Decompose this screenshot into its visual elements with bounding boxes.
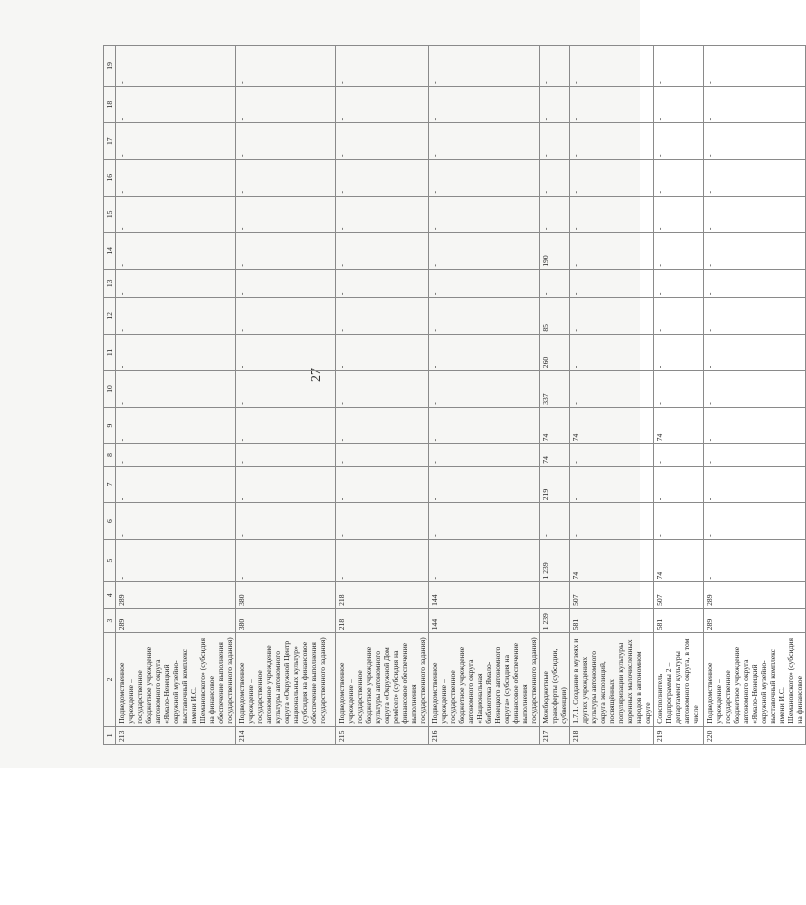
value-cell-13: - <box>429 269 540 297</box>
value-cell-10: 337 <box>540 371 570 408</box>
value-cell-17: - <box>116 123 236 160</box>
column-header-13: 13 <box>104 269 116 297</box>
value-cell-19: - <box>704 46 806 87</box>
row-number-cell: 216 <box>429 726 540 744</box>
table-row <box>236 46 336 745</box>
table-row <box>116 46 236 745</box>
value-cell-5: - <box>429 539 540 582</box>
column-header-7: 7 <box>104 466 116 503</box>
value-cell-6: - <box>570 503 654 540</box>
table-row <box>540 46 570 745</box>
column-header-17: 17 <box>104 123 116 160</box>
value-cell-17: - <box>704 123 806 160</box>
value-cell-17: - <box>236 123 336 160</box>
column-header-16: 16 <box>104 159 116 196</box>
row-name-cell: Соисполнитель Подпрограммы 2 – департамент культуры автономного округа, в том числе <box>654 633 704 726</box>
value-cell-9: - <box>336 407 429 444</box>
value-cell-6: - <box>704 503 806 540</box>
value-cell-7: - <box>336 466 429 503</box>
value-cell-10: - <box>704 371 806 408</box>
column-header-5: 5 <box>104 539 116 582</box>
value-cell-14: - <box>116 233 236 270</box>
value-cell-5: 74 <box>654 539 704 582</box>
column-header-3: 3 <box>104 608 116 632</box>
value-cell-19: - <box>570 46 654 87</box>
value-cell-4: 507 <box>570 582 654 608</box>
value-cell-10: - <box>116 371 236 408</box>
value-cell-8: - <box>116 444 236 466</box>
value-cell-4: 144 <box>429 582 540 608</box>
value-cell-15: - <box>116 196 236 233</box>
value-cell-6: - <box>654 503 704 540</box>
value-cell-8: - <box>570 444 654 466</box>
value-cell-10: - <box>336 371 429 408</box>
value-cell-3: 218 <box>336 608 429 632</box>
row-number-cell: 213 <box>116 726 236 744</box>
value-cell-9: - <box>429 407 540 444</box>
row-name-cell: Подведомственное учреждение – государственное бюджетное учреждение автономного округа «Ямало-Ненецкий окружной музейно-выставочный комплекс имени И.С. Шемановского» (субсидия на финансовое <box>704 633 806 726</box>
value-cell-6: - <box>236 503 336 540</box>
table-row <box>570 46 654 745</box>
value-cell-15: - <box>540 196 570 233</box>
value-cell-17: - <box>429 123 540 160</box>
column-header-8: 8 <box>104 444 116 466</box>
value-cell-7: 219 <box>540 466 570 503</box>
value-cell-4: 507 <box>654 582 704 608</box>
row-number-cell: 214 <box>236 726 336 744</box>
value-cell-13: - <box>116 269 236 297</box>
value-cell-15: - <box>336 196 429 233</box>
value-cell-11: - <box>429 334 540 371</box>
value-cell-16: - <box>116 159 236 196</box>
value-cell-12: - <box>236 298 336 335</box>
value-cell-6: - <box>116 503 236 540</box>
value-cell-19: - <box>654 46 704 87</box>
value-cell-18: - <box>336 86 429 123</box>
value-cell-14: - <box>336 233 429 270</box>
value-cell-17: - <box>570 123 654 160</box>
budget-table <box>103 45 806 745</box>
value-cell-11: - <box>336 334 429 371</box>
value-cell-7: - <box>570 466 654 503</box>
value-cell-13: - <box>336 269 429 297</box>
value-cell-5: 1 239 <box>540 539 570 582</box>
value-cell-9: - <box>236 407 336 444</box>
value-cell-17: - <box>336 123 429 160</box>
value-cell-15: - <box>654 196 704 233</box>
value-cell-3: 289 <box>116 608 236 632</box>
value-cell-8: - <box>704 444 806 466</box>
value-cell-14: 190 <box>540 233 570 270</box>
value-cell-18: - <box>570 86 654 123</box>
value-cell-3: 1 239 <box>540 608 570 632</box>
value-cell-16: - <box>336 159 429 196</box>
header-row <box>104 46 116 745</box>
table-row <box>336 46 429 745</box>
row-number-cell: 220 <box>704 726 806 744</box>
value-cell-13: - <box>654 269 704 297</box>
value-cell-11: 260 <box>540 334 570 371</box>
value-cell-9: - <box>704 407 806 444</box>
value-cell-8: - <box>654 444 704 466</box>
value-cell-9: - <box>116 407 236 444</box>
value-cell-11: - <box>704 334 806 371</box>
value-cell-3: 380 <box>236 608 336 632</box>
column-header-10: 10 <box>104 371 116 408</box>
value-cell-4 <box>540 582 570 608</box>
row-name-cell: Подведомственное учреждение – государственное бюджетное учреждение культуры автономного округа «Окружной Дом ремёсел» (субсидия на финансовое обеспечение выполнения государственного задания) <box>336 633 429 726</box>
value-cell-17: - <box>540 123 570 160</box>
table-row <box>654 46 704 745</box>
value-cell-6: - <box>336 503 429 540</box>
value-cell-19: - <box>236 46 336 87</box>
value-cell-11: - <box>570 334 654 371</box>
value-cell-16: - <box>429 159 540 196</box>
rotated-table-wrapper <box>103 45 804 745</box>
column-header-2: 2 <box>104 633 116 726</box>
value-cell-11: - <box>116 334 236 371</box>
value-cell-4: 218 <box>336 582 429 608</box>
value-cell-19: - <box>429 46 540 87</box>
value-cell-12: - <box>654 298 704 335</box>
row-name-cell: Подведомственное учреждение – государственное бюджетное учреждение автономного округа «Национальная библиотека Ямало-Ненецкого автономного округа» (субсидия на финансовое обеспечение выполнения государственного задания) <box>429 633 540 726</box>
value-cell-16: - <box>704 159 806 196</box>
value-cell-8: - <box>336 444 429 466</box>
value-cell-10: - <box>654 371 704 408</box>
value-cell-7: - <box>654 466 704 503</box>
value-cell-4: 380 <box>236 582 336 608</box>
value-cell-16: - <box>570 159 654 196</box>
value-cell-14: - <box>570 233 654 270</box>
value-cell-19: - <box>540 46 570 87</box>
value-cell-15: - <box>570 196 654 233</box>
column-header-14: 14 <box>104 233 116 270</box>
column-header-15: 15 <box>104 196 116 233</box>
value-cell-8: - <box>429 444 540 466</box>
value-cell-3: 581 <box>654 608 704 632</box>
column-header-18: 18 <box>104 86 116 123</box>
value-cell-9: 74 <box>654 407 704 444</box>
row-name-cell: Подведомственное учреждение – государственное автономное учреждение культуры автономного округа «Окружной Центр национальных культур» (субсидия на финансовое обеспечение выполнения государственного задания) <box>236 633 336 726</box>
table-row <box>429 46 540 745</box>
value-cell-5: - <box>704 539 806 582</box>
value-cell-4: 289 <box>704 582 806 608</box>
value-cell-18: - <box>654 86 704 123</box>
value-cell-10: - <box>236 371 336 408</box>
row-number-cell: 218 <box>570 726 654 744</box>
value-cell-6: - <box>429 503 540 540</box>
value-cell-3: 581 <box>570 608 654 632</box>
column-header-9: 9 <box>104 407 116 444</box>
value-cell-13: - <box>704 269 806 297</box>
column-header-19: 19 <box>104 46 116 87</box>
value-cell-8: 74 <box>540 444 570 466</box>
value-cell-14: - <box>654 233 704 270</box>
value-cell-19: - <box>116 46 236 87</box>
column-header-4: 4 <box>104 582 116 608</box>
value-cell-13: - <box>236 269 336 297</box>
value-cell-8: - <box>236 444 336 466</box>
page-number: 27 <box>309 368 324 382</box>
value-cell-9: 74 <box>540 407 570 444</box>
column-header-11: 11 <box>104 334 116 371</box>
value-cell-7: - <box>429 466 540 503</box>
value-cell-18: - <box>116 86 236 123</box>
row-name-cell: Подведомственное учреждение – государственное бюджетное учреждение автономного округа «Ямало-Ненецкий окружной музейно-выставочный комплекс имени И.С. Шемановского» (субсидия на финансовое обеспечение выполнения государственного задания) <box>116 633 236 726</box>
value-cell-7: - <box>116 466 236 503</box>
value-cell-16: - <box>236 159 336 196</box>
value-cell-14: - <box>704 233 806 270</box>
value-cell-7: - <box>236 466 336 503</box>
value-cell-12: - <box>429 298 540 335</box>
value-cell-5: 74 <box>570 539 654 582</box>
column-header-1: 1 <box>104 726 116 744</box>
value-cell-12: - <box>704 298 806 335</box>
value-cell-15: - <box>236 196 336 233</box>
value-cell-12: - <box>570 298 654 335</box>
column-header-6: 6 <box>104 503 116 540</box>
value-cell-13: - <box>570 269 654 297</box>
value-cell-14: - <box>429 233 540 270</box>
value-cell-5: - <box>236 539 336 582</box>
row-name-cell: Межбюджетные трансферты (субсидии, субвенции) <box>540 633 570 726</box>
value-cell-12: - <box>116 298 236 335</box>
value-cell-9: 74 <box>570 407 654 444</box>
row-name-cell: 1.7.1. Создание в музеях и других учреждениях культуры автономного округа экспозиций, посвящённых популяризации культуры коренных малочисленных народов в автономном округе <box>570 633 654 726</box>
value-cell-18: - <box>704 86 806 123</box>
value-cell-12: 85 <box>540 298 570 335</box>
value-cell-14: - <box>236 233 336 270</box>
value-cell-4: 289 <box>116 582 236 608</box>
value-cell-13: - <box>540 269 570 297</box>
value-cell-5: - <box>116 539 236 582</box>
value-cell-16: - <box>654 159 704 196</box>
value-cell-15: - <box>429 196 540 233</box>
value-cell-6: - <box>540 503 570 540</box>
value-cell-10: - <box>429 371 540 408</box>
row-number-cell: 219 <box>654 726 704 744</box>
value-cell-11: - <box>654 334 704 371</box>
value-cell-18: - <box>540 86 570 123</box>
value-cell-5: - <box>336 539 429 582</box>
value-cell-7: - <box>704 466 806 503</box>
value-cell-3: 289 <box>704 608 806 632</box>
value-cell-18: - <box>429 86 540 123</box>
row-number-cell: 217 <box>540 726 570 744</box>
value-cell-16: - <box>540 159 570 196</box>
value-cell-17: - <box>654 123 704 160</box>
value-cell-19: - <box>336 46 429 87</box>
value-cell-12: - <box>336 298 429 335</box>
value-cell-15: - <box>704 196 806 233</box>
value-cell-10: - <box>570 371 654 408</box>
column-header-12: 12 <box>104 298 116 335</box>
value-cell-18: - <box>236 86 336 123</box>
row-number-cell: 215 <box>336 726 429 744</box>
value-cell-11: - <box>236 334 336 371</box>
table-row <box>704 46 806 745</box>
value-cell-3: 144 <box>429 608 540 632</box>
